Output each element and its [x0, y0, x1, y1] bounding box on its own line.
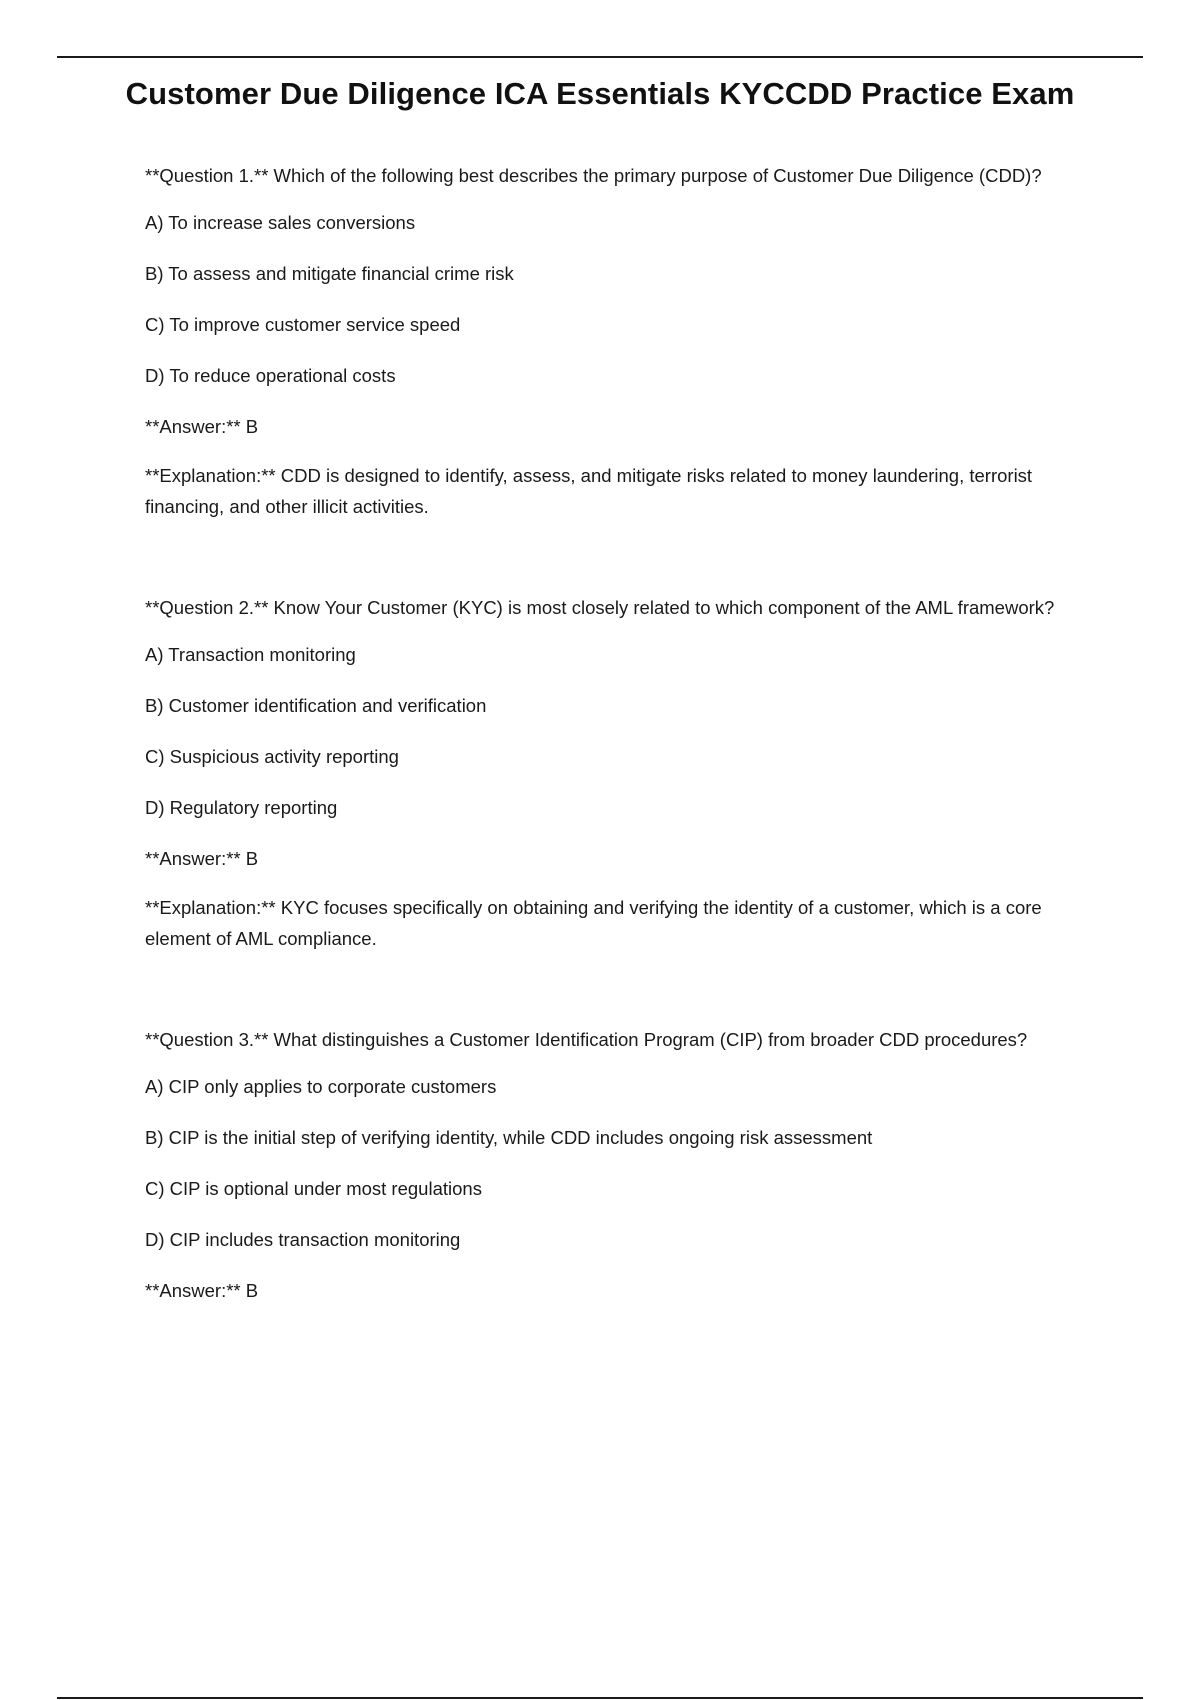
answer: **Answer:** B [145, 1280, 259, 1301]
question-text: **Question 3.** What distinguishes a Customer Identification Program (CIP) from broader CDD procedures? [145, 1029, 1028, 1050]
question-1 [145, 160, 1085, 522]
bottom-rule [57, 1697, 1143, 1699]
option-b: B) Customer identification and verification [145, 695, 487, 716]
option-a: A) Transaction monitoring [145, 644, 356, 665]
exam-content [145, 160, 1085, 1324]
option-a: A) CIP only applies to corporate customers [145, 1076, 497, 1097]
top-rule [57, 56, 1143, 58]
explanation: **Explanation:** CDD is designed to identify, assess, and mitigate risks related to money laundering, terrorist financing, and other illicit activities. [145, 465, 1033, 517]
option-c: C) Suspicious activity reporting [145, 746, 399, 767]
option-d: D) CIP includes transaction monitoring [145, 1229, 461, 1250]
question-text: **Question 1.** Which of the following best describes the primary purpose of Customer Due Diligence (CDD)? [145, 165, 1042, 186]
option-c: C) CIP is optional under most regulations [145, 1178, 482, 1199]
option-a: A) To increase sales conversions [145, 212, 416, 233]
option-b: B) CIP is the initial step of verifying identity, while CDD includes ongoing risk assessment [145, 1127, 873, 1148]
page-title: Customer Due Diligence ICA Essentials KYCCDD Practice Exam [125, 76, 1075, 111]
option-d: D) To reduce operational costs [145, 365, 396, 386]
answer: **Answer:** B [145, 416, 259, 437]
question-3 [145, 1024, 1085, 1306]
explanation: **Explanation:** KYC focuses specifically on obtaining and verifying the identity of a customer, which is a core element of AML compliance. [145, 897, 1042, 949]
option-d: D) Regulatory reporting [145, 797, 338, 818]
answer: **Answer:** B [145, 848, 259, 869]
option-c: C) To improve customer service speed [145, 314, 461, 335]
option-b: B) To assess and mitigate financial crime risk [145, 263, 514, 284]
question-text: **Question 2.** Know Your Customer (KYC) is most closely related to which component of the AML framework? [145, 597, 1055, 618]
question-2 [145, 592, 1085, 954]
